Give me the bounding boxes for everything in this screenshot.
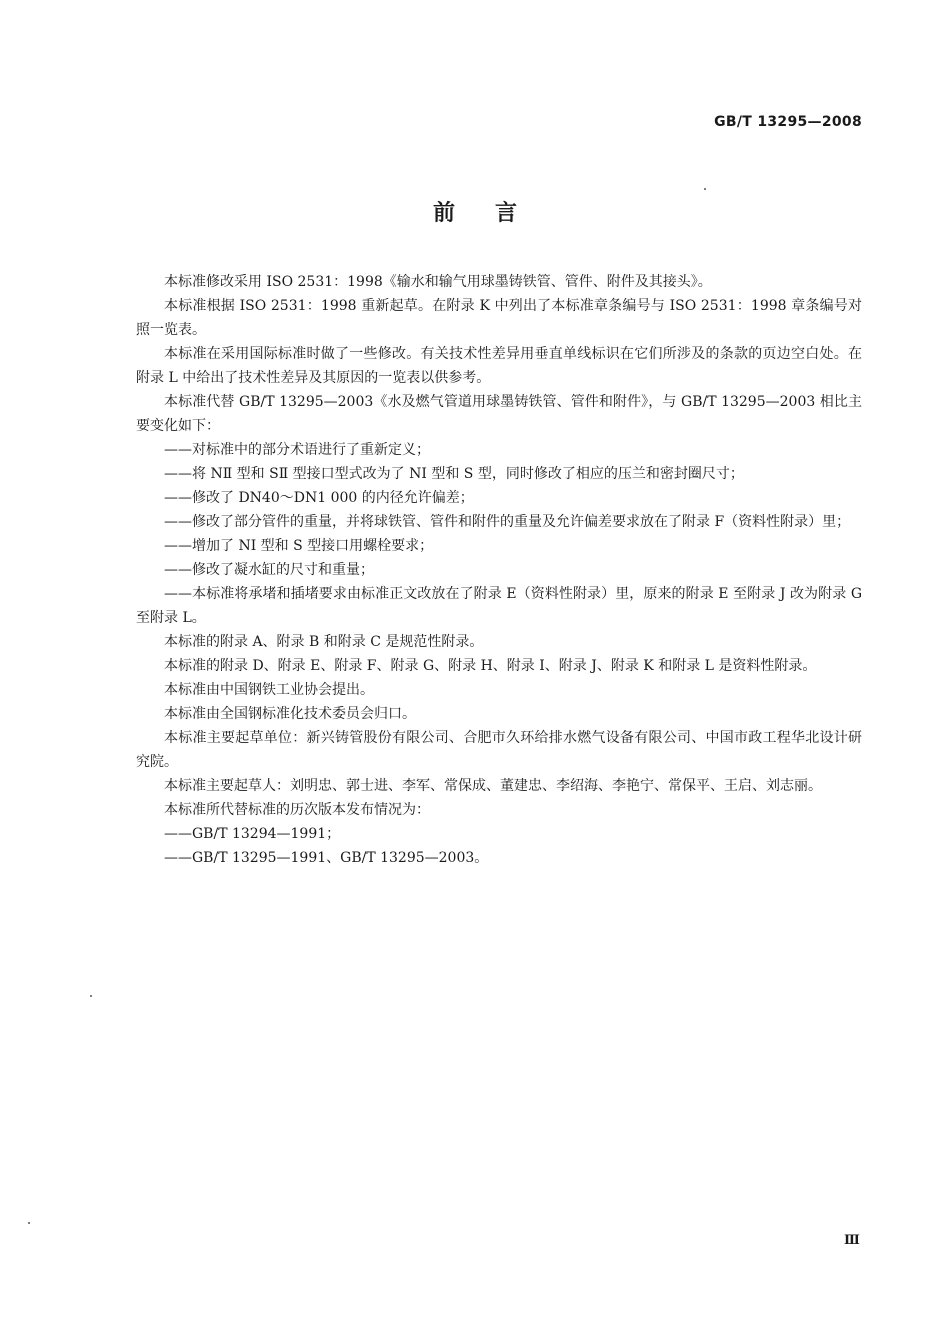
change-item: ——将 NⅡ 型和 SⅡ 型接口型式改为了 NⅠ 型和 S 型，同时修改了相应的压兰和密封圈尺寸； bbox=[164, 466, 744, 482]
paragraph-drafting-units: 本标准主要起草单位：新兴铸管股份有限公司、合肥市久环给排水燃气设备有限公司、中国市政工程华北设计研究院。 bbox=[136, 730, 862, 770]
paragraph-replacement: 本标准代替 GB/T 13295—2003《水及燃气管道用球墨铸铁管、管件和附件》，与 GB/T 13295—2003 相比主要变化如下： bbox=[136, 394, 862, 434]
scan-speck bbox=[704, 188, 706, 190]
change-item: ——本标准将承堵和插堵要求由标准正文改放在了附录 E（资料性附录）里，原来的附录 E 至附录 J 改为附录 G 至附录 L。 bbox=[136, 586, 862, 626]
change-item: ——修改了部分管件的重量，并将球铁管、管件和附件的重量及允许偏差要求放在了附录 F（资料性附录）里； bbox=[164, 514, 851, 530]
paragraph-under-jurisdiction: 本标准由全国钢标准化技术委员会归口。 bbox=[164, 706, 416, 722]
scan-speck bbox=[28, 1222, 30, 1224]
history-item: ——GB/T 13295—1991、GB/T 13295—2003。 bbox=[164, 850, 489, 866]
standard-number: GB/T 13295—2008 bbox=[714, 114, 862, 130]
paragraph-proposed-by: 本标准由中国钢铁工业协会提出。 bbox=[164, 682, 374, 698]
paragraph-modifications: 本标准在采用国际标准时做了一些修改。有关技术性差异用垂直单线标识在它们所涉及的条款的页边空白处。在附录 L 中给出了技术性差异及其原因的一览表以供参考。 bbox=[136, 346, 862, 386]
page-title: 前言 bbox=[432, 201, 557, 226]
paragraph-drafting: 本标准根据 ISO 2531：1998 重新起草。在附录 K 中列出了本标准章条编号与 ISO 2531：1998 章条编号对照一览表。 bbox=[136, 298, 862, 338]
change-item: ——对标准中的部分术语进行了重新定义； bbox=[164, 442, 430, 458]
paragraph-normative-annexes: 本标准的附录 A、附录 B 和附录 C 是规范性附录。 bbox=[164, 634, 484, 650]
change-item: ——修改了 DN40～DN1 000 的内径允许偏差； bbox=[164, 490, 474, 506]
paragraph-drafters: 本标准主要起草人：刘明忠、郭士进、李军、常保成、董建忠、李绍海、李艳宁、常保平、王启、刘志丽。 bbox=[164, 778, 822, 794]
history-item: ——GB/T 13294—1991； bbox=[164, 826, 341, 842]
paragraph-history-intro: 本标准所代替标准的历次版本发布情况为： bbox=[164, 802, 430, 818]
change-item: ——增加了 NⅠ 型和 S 型接口用螺栓要求； bbox=[164, 538, 434, 554]
scan-speck bbox=[90, 995, 92, 997]
change-item: ——修改了凝水缸的尺寸和重量； bbox=[164, 562, 374, 578]
paragraph-informative-annexes: 本标准的附录 D、附录 E、附录 F、附录 G、附录 H、附录 I、附录 J、附录 K 和附录 L 是资料性附录。 bbox=[164, 658, 817, 674]
paragraph-adoption: 本标准修改采用 ISO 2531：1998《输水和输气用球墨铸铁管、管件、附件及其接头》。 bbox=[164, 274, 712, 290]
page-number: Ⅲ bbox=[844, 1233, 860, 1248]
foreword-body bbox=[136, 270, 862, 870]
